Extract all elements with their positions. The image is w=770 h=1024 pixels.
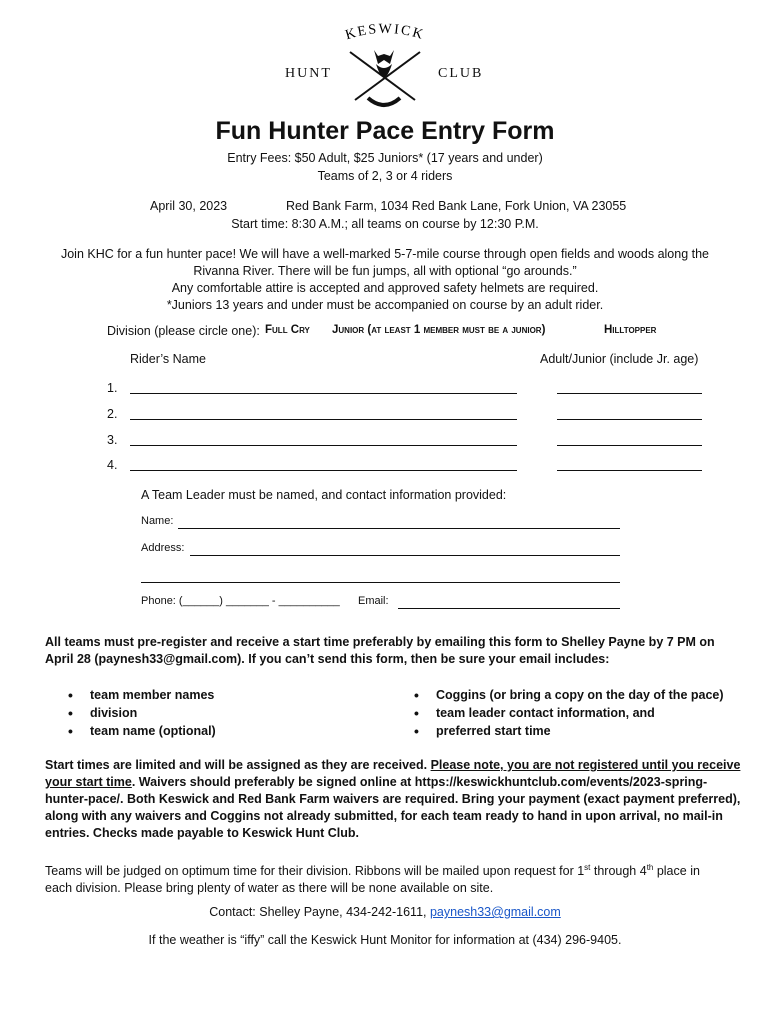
leader-name-label: Name: <box>141 515 174 527</box>
judging-text-1: Teams will be judged on optimum time for their division. Ribbons will be mailed upon request for 1 <box>45 864 585 879</box>
leader-email-label: Email: <box>358 595 389 607</box>
notice-text-3: hunter-pace/. Both Keswick and Red Bank Farm waivers are required. Bring your payment (exact payment preferred), <box>45 792 741 806</box>
list-item: • team leader contact information, and <box>392 704 732 722</box>
entry-fees: Entry Fees: $50 Adult, $25 Juniors* (17 years and under) <box>227 151 543 165</box>
list-item: • team name (optional) <box>46 722 376 740</box>
intro-line-3: Any comfortable attire is accepted and approved safety helmets are required. <box>171 281 599 295</box>
list-item: • division <box>46 704 376 722</box>
rider-1-age-field[interactable] <box>557 381 702 394</box>
notice-text-4: along with any waivers and Coggins not already submitted, for each team ready to hand in upon arrival, no mail-in <box>45 809 723 823</box>
requirements-list-left <box>46 686 376 740</box>
rider-2-name-field[interactable] <box>130 407 517 420</box>
judging-sup-1: st <box>584 863 591 872</box>
leader-address-field-2[interactable] <box>141 570 620 583</box>
judging-text-line2: each division. Please bring plenty of water as there will be none available on site. <box>45 881 494 896</box>
contact-line <box>0 904 770 921</box>
rider-2-age-field[interactable] <box>557 407 702 420</box>
riders-name-header: Rider’s Name <box>130 352 206 366</box>
register-line-1: All teams must pre-register and receive a start time preferably by emailing this form to Shelley Payne by 7 PM on <box>45 635 715 649</box>
page-title: Fun Hunter Pace Entry Form <box>215 117 555 145</box>
judging-text-2: through 4 <box>590 864 647 879</box>
notice-text-5: entries. Checks made payable to Keswick Hunt Club. <box>45 826 359 840</box>
logo-left-text: HUNT <box>285 66 332 81</box>
start-time: Start time: 8:30 A.M.; all teams on course by 12:30 P.M. <box>231 217 539 231</box>
division-option-full-cry[interactable]: Full Cry <box>265 324 310 336</box>
team-leader-intro: A Team Leader must be named, and contact information provided: <box>141 488 507 502</box>
logo-top-text: KESWICK <box>343 21 427 44</box>
intro-line-1: Join KHC for a fun hunter pace! We will have a well-marked 5-7-mile course through open fields and woods along the <box>60 247 710 261</box>
requirements-list-right <box>392 686 732 740</box>
leader-name-field[interactable] <box>178 516 620 529</box>
leader-email-field[interactable] <box>398 596 620 609</box>
intro-line-4: *Juniors 13 years and under must be accompanied on course by an adult rider. <box>166 298 604 312</box>
list-item: • preferred start time <box>392 722 732 740</box>
intro-line-2: Rivanna River. There will be fun jumps, all with optional “go arounds.” <box>193 264 577 278</box>
rider-number-4: 4. <box>107 458 118 472</box>
team-size: Teams of 2, 3 or 4 riders <box>317 169 453 183</box>
rider-number-1: 1. <box>107 381 118 395</box>
division-option-junior[interactable]: Junior (at least 1 member must be a junior) <box>332 324 546 336</box>
rider-number-3: 3. <box>107 433 118 447</box>
notice-text-1: Start times are limited and will be assigned as they are received. <box>45 758 431 772</box>
notice-paragraph <box>45 757 745 842</box>
contact-label: Contact: Shelley Payne, 434-242-1611, <box>209 905 430 919</box>
register-line-2: April 28 (paynesh33@gmail.com). If you can’t send this form, then be sure your email includes: <box>45 652 610 666</box>
svg-text:KESWICK <box>344 22 427 43</box>
contact-email-link[interactable]: paynesh33@gmail.com <box>429 905 561 919</box>
judging-paragraph <box>45 859 765 897</box>
rider-3-age-field[interactable] <box>557 433 702 446</box>
club-logo <box>280 20 490 115</box>
event-date: April 30, 2023 <box>150 199 228 213</box>
logo-right-text: CLUB <box>438 66 484 81</box>
rider-4-name-field[interactable] <box>130 458 517 471</box>
event-location: Red Bank Farm, 1034 Red Bank Lane, Fork Union, VA 23055 <box>286 199 627 213</box>
riders-age-header: Adult/Junior (include Jr. age) <box>540 352 699 366</box>
judging-sup-2: th <box>646 863 654 872</box>
rider-1-name-field[interactable] <box>130 381 517 394</box>
rider-3-name-field[interactable] <box>130 433 517 446</box>
leader-address-field[interactable] <box>190 543 620 556</box>
weather-note: If the weather is “iffy” call the Keswick Hunt Monitor for information at (434) 296-9405. <box>148 933 622 947</box>
list-item: • Coggins (or bring a copy on the day of the pace) <box>392 686 732 704</box>
rider-4-age-field[interactable] <box>557 458 702 471</box>
rider-number-2: 2. <box>107 407 118 421</box>
leader-phone-field[interactable]: Phone: (______) _______ - __________ <box>141 595 340 607</box>
notice-underline-1: Please note, you are not registered until you receive <box>430 758 741 772</box>
division-option-hilltopper[interactable]: Hilltopper <box>604 324 657 336</box>
judging-text-3: place in <box>653 864 700 879</box>
notice-underline-2: your start time <box>45 775 132 789</box>
list-item: • team member names <box>46 686 376 704</box>
division-label: Division (please circle one): <box>107 324 260 338</box>
leader-address-label: Address: <box>141 542 185 554</box>
notice-text-2: . Waivers should preferably be signed online at https://keswickhuntclub.com/events/2023-spring- <box>131 775 708 789</box>
